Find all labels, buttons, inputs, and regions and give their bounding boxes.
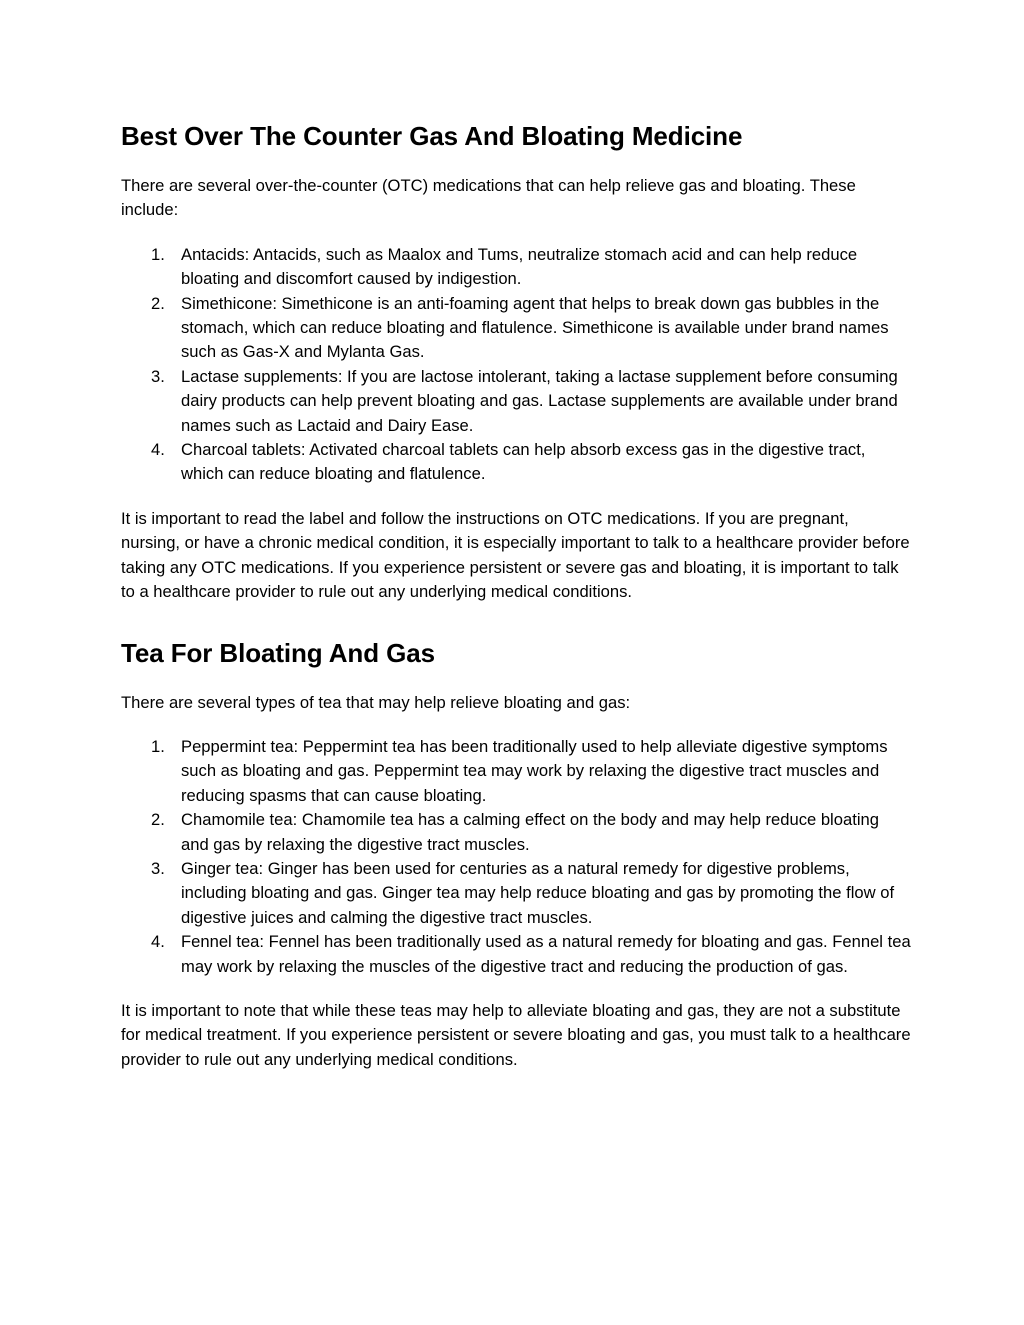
- list-item: [121, 930, 911, 979]
- section-heading-otc-medicine: Best Over The Counter Gas And Bloating Medicine: [121, 121, 743, 151]
- numbered-list-otc: [121, 243, 911, 487]
- list-number: 2.: [151, 293, 165, 313]
- list-item-text: Antacids: Antacids, such as Maalox and Tums, neutralize stomach acid and can help reduce bloating and discomfort caused by indigestion.: [181, 244, 858, 289]
- list-number: 3.: [151, 858, 165, 878]
- list-item: [121, 243, 911, 292]
- list-number: 1.: [151, 736, 165, 756]
- list-number: 1.: [151, 244, 165, 264]
- section-closing-paragraph: It is important to read the label and follow the instructions on OTC medications. If you are pregnant, nursing, or have a chronic medical condition, it is especially important to talk to a healthcare provider before taking any OTC medications. If you experience persistent or severe gas and bloating, it is important to talk to a healthcare provider to rule out any underlying medical conditions.: [121, 508, 910, 602]
- list-number: 2.: [151, 810, 165, 830]
- list-item-text: Peppermint tea: Peppermint tea has been traditionally used to help alleviate digestive symptoms such as bloating and gas. Peppermint tea may work by relaxing the digestive tract muscles and reducing spasms that can cause bloating.: [181, 736, 888, 805]
- list-item-text: Simethicone: Simethicone is an anti-foaming agent that helps to break down gas bubbles in the stomach, which can reduce bloating and flatulence. Simethicone is available under brand names such as Gas-X and Mylanta Gas.: [181, 293, 889, 362]
- section-closing-paragraph: It is important to note that while these teas may help to alleviate bloating and gas, they are not a substitute for medical treatment. If you experience persistent or severe bloating and gas, you must talk to a healthcare provider to rule out any underlying medical conditions.: [121, 1000, 911, 1069]
- list-item-text: Fennel tea: Fennel has been traditionally used as a natural remedy for bloating and gas. Fennel tea may work by relaxing the muscles of the digestive tract and reducing the production of gas.: [181, 932, 911, 976]
- numbered-list-tea: [121, 735, 911, 979]
- section-intro: There are several over-the-counter (OTC) medications that can help relieve gas and bloating. These include:: [121, 176, 856, 220]
- list-item: [121, 808, 911, 857]
- document-page: [121, 118, 911, 1092]
- list-number: 4.: [151, 440, 165, 460]
- list-item-text: Lactase supplements: If you are lactose intolerant, taking a lactase supplement before consuming dairy products can help prevent bloating and gas. Lactase supplements are available under brand names such as Lactaid and Dairy Ease.: [181, 366, 898, 435]
- list-item-text: Charcoal tablets: Activated charcoal tablets can help absorb excess gas in the digestive tract, which can reduce bloating and flatulence.: [181, 440, 866, 484]
- list-item: [121, 735, 911, 808]
- list-item-text: Ginger tea: Ginger has been used for centuries as a natural remedy for digestive problems, including bloating and gas. Ginger tea may help reduce bloating and gas by promoting the flow of digestive juices and calming the digestive tract muscles.: [181, 858, 895, 927]
- list-item: [121, 365, 911, 438]
- list-number: 3.: [151, 366, 165, 386]
- list-item: [121, 438, 911, 487]
- section-heading-tea: Tea For Bloating And Gas: [121, 637, 435, 668]
- section-intro: There are several types of tea that may help relieve bloating and gas:: [121, 692, 631, 712]
- list-item-text: Chamomile tea: Chamomile tea has a calming effect on the body and may help reduce bloating and gas by relaxing the digestive tract muscles.: [181, 810, 879, 854]
- list-number: 4.: [151, 932, 165, 952]
- list-item: [121, 292, 911, 365]
- list-item: [121, 857, 911, 930]
